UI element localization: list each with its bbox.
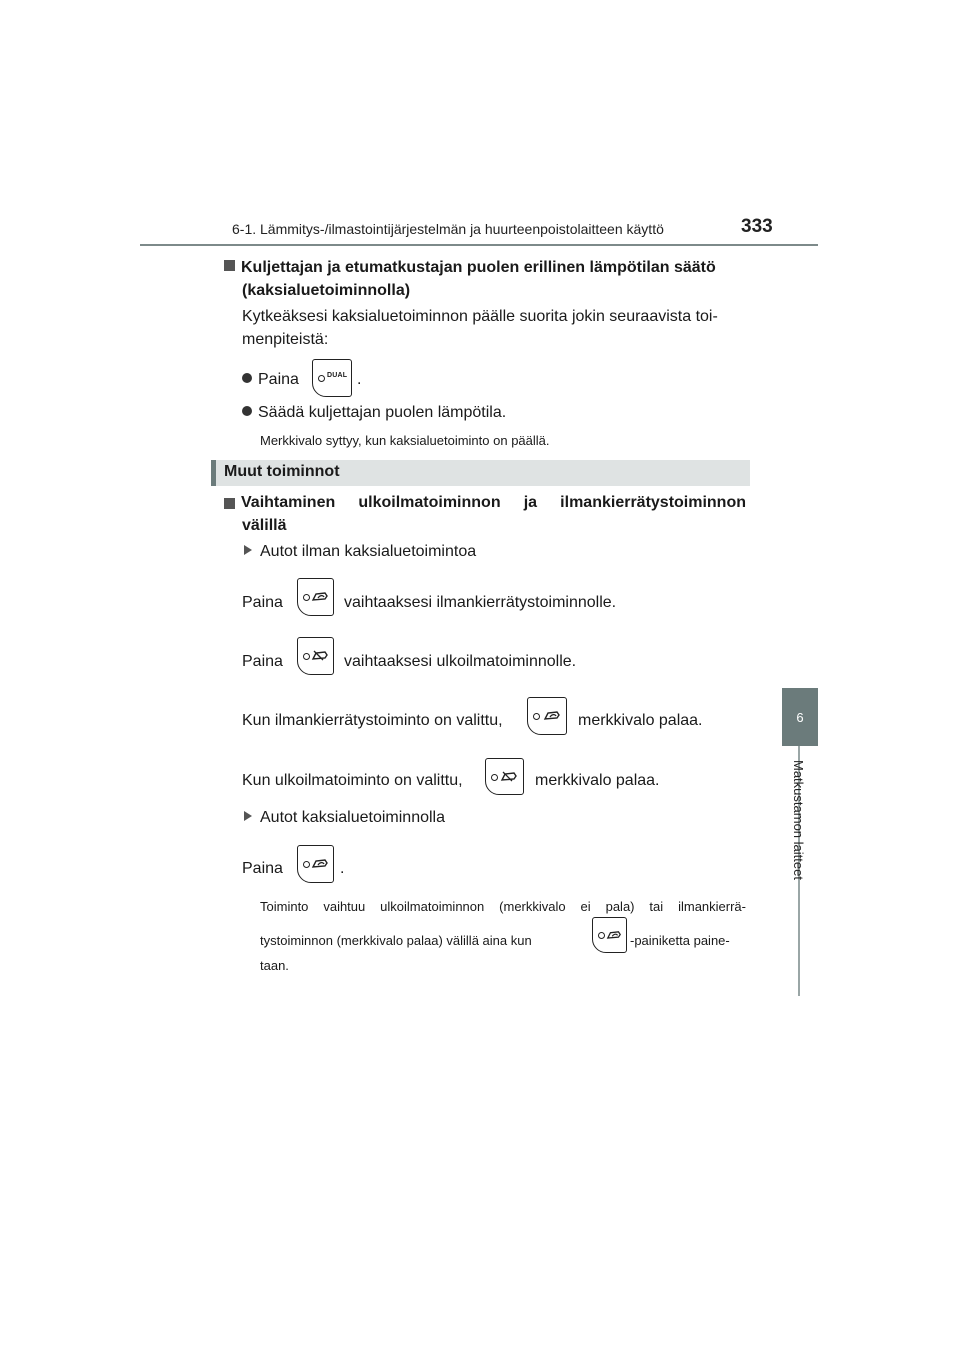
press-recirc-label: Paina	[242, 594, 283, 611]
subheading-dual: Autot kaksialuetoiminnolla	[244, 806, 445, 830]
page-number: 333	[741, 216, 773, 237]
switch-note-line3: taan.	[260, 958, 289, 973]
section-title: 6-1. Lämmitys-/ilmastointijärjestelmän ja huurteenpoistolaitteen käyttö	[232, 221, 664, 237]
header-divider	[140, 244, 818, 246]
section-band	[211, 460, 750, 486]
triangle-bullet-icon	[244, 545, 252, 555]
press-recirc-text: vaihtaaksesi ilmankierrätystoiminnolle.	[344, 594, 617, 611]
bullet-press-dual: Paina	[242, 368, 299, 392]
press-outside-label: Paina	[242, 653, 283, 670]
switch-heading-line2: välillä	[242, 517, 287, 534]
chapter-tab	[782, 688, 818, 746]
band-accent	[211, 460, 216, 486]
bullet-adjust-temp: Säädä kuljettajan puolen lämpötila.	[242, 401, 506, 425]
switch-note: Toiminto vaihtuu ulkoilmatoiminnon (merkkivalo ei pala) tai ilmankierrä-	[260, 899, 746, 914]
bullet-dot-icon	[242, 373, 252, 383]
outside-air-icon	[297, 637, 334, 675]
switch-note-line2: tystoiminnon (merkkivalo palaa) välillä aina kun	[260, 933, 532, 948]
dual-heading: Kuljettajan ja etumatkustajan puolen erillinen lämpötilan säätö	[224, 256, 716, 280]
recirculation-icon	[592, 917, 627, 953]
dual-heading-line2: (kaksialuetoiminnolla)	[242, 282, 411, 299]
outside-indicator-post: merkkivalo palaa.	[535, 772, 660, 789]
triangle-bullet-icon	[244, 811, 252, 821]
outside-indicator-pre: Kun ulkoilmatoiminto on valittu,	[242, 772, 463, 789]
bullet-press-dual-end: .	[357, 371, 362, 388]
recirc-indicator-pre: Kun ilmankierrätystoiminto on valittu,	[242, 712, 503, 729]
band-title: Muut toiminnot	[224, 463, 340, 480]
square-bullet-icon	[224, 498, 235, 509]
dual-note: Merkkivalo syttyy, kun kaksialuetoiminto on päällä.	[260, 433, 550, 448]
switch-heading: Vaihtaminen ulkoilmatoiminnon ja ilmankierrätystoiminnon	[224, 491, 746, 515]
bullet-dot-icon	[242, 406, 252, 416]
press-dual-recirc-end: .	[340, 860, 345, 877]
outside-air-icon	[485, 758, 524, 795]
recirc-indicator-post: merkkivalo palaa.	[578, 712, 703, 729]
square-bullet-icon	[224, 260, 235, 271]
press-outside-text: vaihtaaksesi ulkoilmatoiminnolle.	[344, 653, 577, 670]
dual-body-line2: menpiteistä:	[242, 331, 329, 348]
recirculation-icon	[527, 697, 567, 735]
switch-note-line2-end: -painiketta paine-	[630, 933, 730, 948]
dual-body: Kytkeäksesi kaksialuetoiminnon päälle suorita jokin seuraavista toi-	[242, 308, 718, 325]
press-dual-recirc-label: Paina	[242, 860, 283, 877]
recirculation-icon	[297, 845, 334, 883]
chapter-number: 6	[796, 709, 804, 725]
recirculation-icon	[297, 578, 334, 616]
dual-button-icon: DUAL	[312, 359, 352, 397]
subheading-no-dual: Autot ilman kaksialuetoimintoa	[244, 540, 476, 564]
chapter-label: Matkustamon laitteet	[791, 760, 806, 880]
